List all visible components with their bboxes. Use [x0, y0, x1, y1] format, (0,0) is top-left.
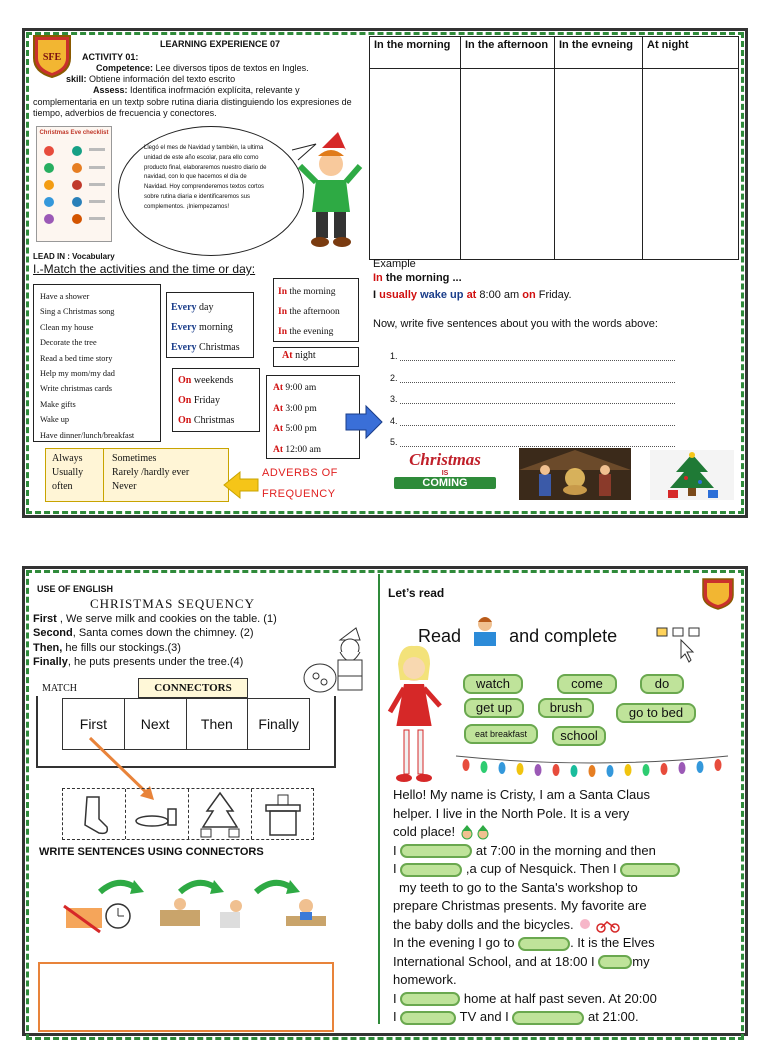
every-prep: Every: [171, 322, 197, 333]
example-line-1: [373, 272, 462, 284]
line-number: 3.: [390, 394, 398, 404]
click-pointer-icon: [655, 624, 703, 664]
answer-field[interactable]: [400, 395, 675, 404]
line-number: 1.: [390, 351, 398, 361]
seq-connector: Then,: [33, 641, 63, 654]
write-instruction: Now, write five sentences about you with the words above:: [373, 318, 658, 330]
answer-blank[interactable]: [620, 863, 680, 877]
activity-item: Make gifts: [40, 399, 76, 409]
in-expressions: [273, 278, 359, 342]
answer-field[interactable]: [400, 352, 675, 361]
sentence-line[interactable]: [390, 389, 675, 411]
ex-at: at: [466, 289, 477, 301]
passage-text: I: [393, 990, 397, 1006]
tree-presents-picture[interactable]: [189, 789, 252, 839]
doll-bicycle-icon: [577, 917, 623, 933]
adverb: Never: [112, 481, 137, 492]
answer-blank[interactable]: [400, 863, 462, 877]
word-get-up[interactable]: get up: [464, 698, 524, 718]
at-word: 12:00 am: [285, 444, 322, 455]
sentence-line[interactable]: [390, 368, 675, 390]
skill-line: [66, 74, 235, 84]
passage-line: [393, 953, 733, 972]
routine-sequence-pictures: [60, 872, 340, 936]
passage-text: the baby dolls and the bicycles.: [393, 916, 574, 932]
passage-text: I: [393, 842, 397, 858]
in-prep: In: [278, 327, 287, 337]
connector-first[interactable]: First: [63, 699, 125, 749]
christmas-tree-image: [650, 450, 734, 500]
seq-text: he fills our stockings.(3): [62, 641, 181, 654]
christmas-sequency-title: CHRISTMAS SEQUENCY: [90, 596, 255, 611]
activity-item: Wake up: [40, 415, 70, 425]
poster-title: Christmas Eve checklist: [39, 130, 109, 136]
activity-item: Sing a Christmas song: [40, 307, 115, 317]
match-instruction: I.-Match the activities and the time or day:: [33, 262, 256, 276]
passage-text: at 21:00.: [588, 1009, 639, 1024]
at-time-item: [273, 440, 353, 461]
elves-icon: [459, 825, 491, 841]
match-label: MATCH: [42, 683, 78, 694]
christmas-lights-decoration: [454, 750, 730, 780]
at-prep: At: [282, 350, 293, 361]
sequence-line: [33, 612, 277, 626]
at-word: 9:00 am: [285, 383, 317, 393]
every-expressions: [166, 292, 254, 358]
lead-in-heading: LEAD IN : Vocabulary: [33, 252, 115, 261]
connector-then[interactable]: Then: [187, 699, 249, 749]
adverb: Sometimes: [112, 453, 157, 464]
assess-text: Identifica inofrmación explícita, relevante y complementaria en un textp sobre rutina diaria distinguiendo los expresiones de tiempo, adverbios de frecuencia y conectores.: [33, 85, 352, 118]
passage-text: I: [393, 861, 397, 876]
reading-girl-icon: [466, 626, 504, 648]
word-brush[interactable]: brush: [538, 698, 594, 718]
adverb: Always: [52, 453, 83, 464]
passage-text: at 7:00 in the morning and then: [475, 842, 656, 858]
example-line-2: [373, 289, 572, 301]
answer-blank[interactable]: [512, 1011, 584, 1025]
word-come[interactable]: come: [557, 674, 617, 694]
on-prep: On: [178, 395, 192, 406]
skill-label: skill:: [66, 74, 87, 84]
nativity-scene-image: [519, 448, 631, 500]
on-word: Friday: [193, 395, 220, 406]
at-prep: At: [273, 403, 284, 414]
adverb: Usually: [52, 467, 84, 478]
adverb: Rarely /hardly ever: [112, 467, 190, 478]
every-item: [171, 298, 249, 318]
word-watch[interactable]: watch: [463, 674, 523, 694]
time-of-day-table: [369, 36, 739, 260]
sentence-line[interactable]: [390, 411, 675, 433]
in-prep: In: [278, 307, 287, 317]
answer-field[interactable]: [400, 417, 675, 426]
passage-line: [393, 916, 733, 935]
at-word: 5:00 pm: [285, 424, 317, 434]
banner-coming: COMING: [394, 477, 496, 489]
activity-item: Read a bed time story: [40, 353, 113, 363]
at-prep: At: [273, 444, 284, 455]
competence-line: [96, 63, 309, 73]
word-school[interactable]: school: [552, 726, 606, 746]
ex-morning: the morning ...: [385, 272, 462, 284]
activity-item: Decorate the tree: [40, 338, 97, 348]
word-do[interactable]: do: [640, 674, 684, 694]
banner-is: IS: [441, 470, 449, 477]
competence-label: Competence:: [96, 63, 154, 73]
every-prep: Every: [171, 342, 197, 353]
ex-wake-up: wake up: [420, 289, 464, 301]
every-item: [171, 338, 249, 358]
passage-text: International School, and at 18:00 I: [393, 953, 595, 969]
answer-blank[interactable]: [518, 937, 570, 951]
connector-next[interactable]: Next: [125, 699, 187, 749]
in-word: the afternoon: [289, 307, 340, 317]
milk-cookies-picture[interactable]: [126, 789, 189, 839]
adverbs-right-col: [108, 449, 193, 497]
ex-day: Friday.: [538, 289, 572, 301]
use-of-english-heading: USE OF ENGLISH: [37, 584, 114, 594]
sentence-line[interactable]: [390, 346, 675, 368]
passage-text: ,a cup of Nesquick. Then I: [465, 861, 617, 876]
yellow-arrow-icon: [222, 470, 260, 500]
on-item: [178, 411, 254, 431]
answer-blank[interactable]: [400, 1011, 456, 1025]
col-at-night: At night: [643, 37, 739, 69]
in-prep: In: [278, 287, 287, 297]
read-word: Read: [418, 626, 462, 646]
in-item: [278, 302, 354, 322]
ex-in: In: [373, 272, 383, 284]
elf-girl-illustration: [384, 640, 452, 790]
assess-label: Assess:: [93, 85, 128, 95]
passage-text: I: [393, 1009, 397, 1024]
passage-line: [393, 934, 733, 953]
activities-list: [33, 284, 161, 442]
sequence-text: [33, 612, 277, 669]
adverbs-label-line2: FREQUENCY: [262, 488, 336, 500]
passage-text: TV and I: [459, 1009, 509, 1024]
every-item: [171, 318, 249, 338]
picture-boxes: [62, 788, 314, 840]
seq-connector: First: [33, 613, 57, 625]
activity-item: Have dinner/lunch/breakfast: [40, 430, 135, 440]
in-word: the evening: [289, 327, 334, 337]
assess-block: [33, 85, 363, 120]
on-prep: On: [178, 415, 192, 426]
passage-line: prepare Christmas presents. My favorite are: [393, 898, 647, 913]
every-word: day: [199, 302, 214, 313]
passage-line: my teeth to go to the Santa's workshop to: [399, 879, 638, 895]
bottom-divider: [378, 574, 380, 1024]
passage-text: . It is the Elves: [570, 935, 655, 950]
stocking-picture[interactable]: [63, 789, 126, 839]
in-item: [278, 282, 354, 302]
ex-usually: usually: [379, 289, 418, 301]
activity-label: ACTIVITY 01:: [82, 52, 139, 62]
answer-blank[interactable]: [598, 955, 632, 969]
adverbs-of-frequency-box: [45, 448, 229, 502]
school-logo-small: [700, 576, 736, 610]
activity-item: Help my mom/my dad: [40, 369, 115, 379]
christmas-is-coming-banner: [384, 450, 506, 502]
example-label: Example: [373, 258, 416, 270]
at-word: night: [295, 350, 316, 361]
in-item: [278, 322, 354, 342]
table-cell[interactable]: [461, 69, 555, 260]
at-time-item: [273, 378, 353, 399]
col-in-the-evening: In the evneing: [555, 37, 643, 69]
passage-line: homework.: [393, 972, 457, 987]
lesson-title: LEARNING EXPERIENCE 07: [160, 39, 281, 49]
passage-text: my: [632, 953, 650, 969]
christmas-checklist-poster: [36, 126, 112, 242]
seq-connector: Finally: [33, 655, 68, 668]
passage-line: Hello! My name is Cristy, I am a Santa Claus: [393, 787, 650, 802]
adverb: often: [52, 481, 73, 492]
seq-text: , Santa comes down the chimney. (2): [72, 627, 254, 640]
on-prep: On: [178, 375, 192, 386]
activity-item: Clean my house: [40, 322, 94, 332]
sentences-writing-box[interactable]: [38, 962, 334, 1032]
on-word: weekends: [193, 375, 234, 386]
at-night-box: [273, 347, 359, 367]
passage-text: home at half past seven. At 20:00: [463, 990, 657, 1006]
sequence-line: [33, 655, 277, 669]
on-item: [178, 371, 254, 391]
line-number: 4.: [390, 415, 398, 426]
ex-i: I: [373, 289, 377, 301]
passage-line: [393, 990, 733, 1009]
seq-text: , We serve milk and cookies on the table. (1): [56, 613, 277, 625]
on-word: Christmas: [193, 415, 235, 426]
at-prep: At: [273, 383, 284, 393]
passage-text: In the evening I go to: [393, 935, 515, 950]
table-cell[interactable]: [370, 69, 461, 260]
passage-line: [393, 842, 733, 861]
col-in-the-morning: In the morning: [370, 37, 461, 69]
on-item: [178, 391, 254, 411]
table-cell[interactable]: [643, 69, 739, 260]
passage-line: [393, 860, 733, 879]
in-word: the morning: [289, 287, 336, 297]
santa-illustration: [300, 626, 374, 698]
connector-finally[interactable]: Finally: [258, 716, 299, 732]
speech-bubble-text: Llegó el mes de Navidad y también, la ultima unidad de este año escolar, para ello como producto final, elaboraremos nuestro diario de navidad, con lo que hacemos el día de Navidad. Hoy comprenderemos textos cortos sobre rutina diaria e identificaremos sus complementos. ¡Iniempezamos!: [144, 145, 267, 210]
seq-text: , he puts presents under the tree.(4): [67, 655, 244, 668]
passage-text: cold place!: [393, 824, 456, 839]
adverbs-left-col: [46, 449, 104, 501]
sequence-line: [33, 626, 277, 640]
checklist-icons: [37, 136, 111, 236]
banner-christmas: Christmas: [409, 450, 481, 469]
and-complete-word: and complete: [509, 626, 618, 646]
blue-arrow-icon: [344, 404, 384, 440]
answer-blank[interactable]: [400, 992, 460, 1006]
word-go-to-bed[interactable]: go to bed: [616, 703, 696, 723]
on-expressions: [172, 368, 260, 432]
elf-kid-illustration: [296, 126, 366, 252]
lets-read-heading: Let’s read: [388, 586, 445, 600]
every-word: Christmas: [199, 342, 240, 353]
activity-item: Write christmas cards: [40, 384, 113, 394]
sentence-lines: [390, 346, 675, 454]
ex-time: 8:00 am: [479, 289, 520, 301]
line-number: 5.: [390, 437, 398, 447]
col-in-the-afternoon: In the afternoon: [461, 37, 555, 69]
chimney-picture[interactable]: [252, 789, 314, 839]
at-time-item: [273, 419, 353, 440]
competence-text: Lee diversos tipos de textos en Ingles.: [155, 63, 309, 73]
word-eat-breakfast[interactable]: eat breakfast: [464, 724, 538, 744]
sequence-line: [33, 641, 277, 655]
at-word: 3:00 pm: [285, 403, 317, 414]
at-prep: At: [273, 424, 284, 434]
svg-text:SFE: SFE: [42, 52, 62, 63]
skill-text: Obtiene información del texto escrito: [89, 74, 236, 84]
answer-blank[interactable]: [400, 844, 472, 858]
school-logo: [30, 32, 74, 78]
ex-on: on: [522, 289, 536, 301]
passage-line: [393, 823, 733, 842]
answer-field[interactable]: [400, 374, 675, 383]
at-time-item: [273, 399, 353, 420]
every-word: morning: [199, 322, 233, 333]
seq-connector: Second: [33, 627, 73, 640]
activity-item: Have a shower: [40, 292, 90, 301]
line-number: 2.: [390, 372, 398, 383]
write-sentences-heading: WRITE SENTENCES USING CONNECTORS: [39, 846, 264, 858]
reading-passage: [393, 786, 733, 1027]
passage-line: helper. I live in the North Pole. It is a very: [393, 805, 630, 821]
every-prep: Every: [171, 302, 197, 313]
answer-field[interactable]: [400, 438, 675, 447]
adverbs-label-line1: ADVERBS OF: [262, 467, 338, 479]
connectors-label: CONNECTORS: [138, 678, 248, 698]
table-cell[interactable]: [555, 69, 643, 260]
